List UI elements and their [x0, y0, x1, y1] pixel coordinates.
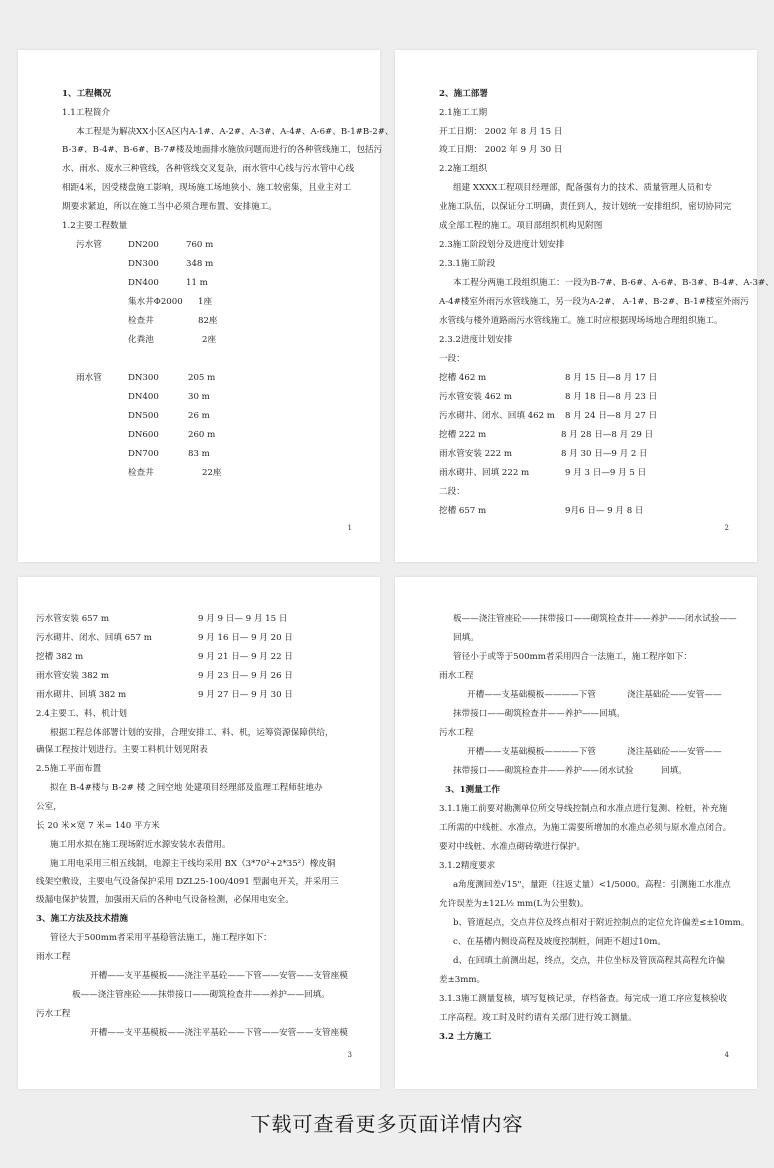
text-line: 9 月 16 日— 9 月 20 日: [198, 633, 293, 643]
text-line: 3.1.3施工测量复核，填写复核记录，存档备查。每完成一道工序应复核验收: [439, 994, 728, 1004]
text-line: 集水井Φ2000: [128, 297, 183, 307]
document-page-2: [395, 50, 774, 562]
text-line: 8 月 28 日—8 月 29 日: [561, 430, 654, 440]
document-page-3: [18, 577, 380, 1089]
text-line: 污水砌井、闭水、回填 462 m: [439, 411, 555, 421]
text-line: 化粪池: [128, 335, 154, 345]
text-line: 开槽——支基础模板————下管: [467, 747, 596, 757]
text-line: 二段：: [439, 487, 465, 497]
text-line: 开槽——支平基模板——浇注平基砼——下管——安管——支管座模: [90, 971, 348, 981]
page-number: 2: [724, 524, 729, 532]
text-line: 8 月 30 日—9 月 2 日: [561, 449, 648, 459]
text-line: 82座: [198, 316, 218, 326]
text-line: 污水管安装 462 m: [439, 392, 512, 402]
page-number: 1: [347, 524, 352, 532]
text-line: 1.2主要工程数量: [62, 221, 128, 231]
text-line: 板——浇注管座砼——抹带接口——砌筑检查井——养护——回填。: [72, 990, 330, 1000]
text-line: DN300: [128, 259, 159, 269]
text-line: 污水管: [76, 240, 102, 250]
text-line: DN400: [128, 392, 159, 402]
text-line: DN500: [128, 411, 159, 421]
text-line: 开槽——支基础模板————下管: [467, 690, 596, 700]
text-line: 成全部工程的施工。项目部组织机构见附图: [439, 221, 603, 231]
text-line: 管径大于500mm者采用平基稳管法施工，施工程序如下：: [50, 933, 272, 943]
text-line: 长 20 米×宽 7 米= 140 平方米: [36, 821, 160, 831]
text-line: 线架空敷设，主要电气设备保护采用 DZL25-100/4091 型漏电开关，并采用三: [36, 877, 339, 887]
text-line: 回填。: [661, 766, 687, 776]
text-line: 挖槽 382 m: [36, 652, 84, 662]
text-line: 3.1.1施工前要对勘测单位所交导线控制点和水准点进行复测、栓桩，补充施: [439, 804, 728, 814]
text-line: 22座: [202, 468, 222, 478]
text-line: b、管道起点，交点井位及终点相对于附近控制点的定位允许偏差≤±10mm。: [453, 918, 750, 928]
text-line: DN300: [128, 373, 159, 383]
text-line: 2.3.1施工阶段: [439, 259, 496, 269]
text-line: 26 m: [188, 411, 210, 421]
text-line: 3.2 土方施工: [439, 1032, 492, 1042]
text-line: 2.4主要工、料、机计划: [36, 709, 128, 719]
page-number: 3: [347, 1051, 352, 1059]
text-line: 3、施工方法及技术措施: [36, 914, 128, 924]
text-line: 抹带接口——砌筑检查井——养护——回填。: [453, 709, 625, 719]
document-page-1: [18, 50, 394, 562]
text-line: 要对中线桩、水准点砌砖墩进行保护。: [439, 842, 586, 852]
text-line: 雨水砌井、回填 222 m: [439, 468, 530, 478]
text-line: c、在基槽内侧设高程及坡度控制桩，间距不超过10m。: [453, 937, 666, 947]
text-line: 1、工程概况: [62, 89, 111, 99]
text-line: DN700: [128, 449, 159, 459]
text-line: 1座: [198, 297, 213, 307]
text-line: DN400: [128, 278, 159, 288]
text-line: B-3#、B-4#、B-6#、B-7#楼及地面排水施放问题而进行的各种管线施工，包括污: [62, 145, 383, 155]
text-line: 9月6 日— 9 月 8 日: [565, 506, 644, 516]
text-line: 8 月 15 日—8 月 17 日: [565, 373, 658, 383]
text-line: 8 月 18 日—8 月 23 日: [565, 392, 658, 402]
text-line: d、在回填土前测出起，终点，交点，井位坐标及管顶高程其高程允许偏: [453, 956, 725, 966]
text-line: 本工程分两施工段组织施工：一段为B-7#、B-6#、A-6#、B-3#、B-4#、A-3#、: [453, 278, 774, 288]
text-line: 2座: [202, 335, 217, 345]
text-line: 组建 XXXX工程项目经理部，配备强有力的技术、质量管理人员和专: [453, 183, 713, 193]
text-line: 管径小于或等于500mm者采用四合一法施工，施工程序如下：: [453, 652, 692, 662]
text-line: 污水工程: [36, 1009, 71, 1019]
text-line: 业施工队伍，以保证分工明确，责任到人，按计划统一安排组织，密切协同完: [439, 202, 732, 212]
text-line: 竣工日期： 2002 年 9 月 30 日: [439, 145, 563, 155]
text-line: 2.5施工平面布置: [36, 764, 102, 774]
text-line: 9 月 3 日—9 月 5 日: [565, 468, 647, 478]
text-line: 级漏电保护装置，加强雨天后的各种电气设备检测，必保用电安全。: [36, 895, 294, 905]
text-line: 2.1施工工期: [439, 108, 488, 118]
text-line: 开工日期： 2002 年 8 月 15 日: [439, 127, 563, 137]
text-line: 雨水工程: [36, 952, 71, 962]
text-line: 9 月 9 日— 9 月 15 日: [198, 614, 288, 624]
text-line: 开槽——支平基模板——浇注平基砼——下管——安管——支管座模: [90, 1028, 348, 1038]
text-line: 工序高程。竣工时及时约请有关部门进行竣工测量。: [439, 1013, 637, 1023]
text-line: 工所需的中线桩、水准点，为施工需要所增加的水准点必须与原水准点闭合。: [439, 823, 732, 833]
text-line: 9 月 27 日— 9 月 30 日: [198, 690, 293, 700]
text-line: 雨水管安装 222 m: [439, 449, 512, 459]
text-line: 污水工程: [439, 728, 474, 738]
text-line: 9 月 21 日— 9 月 22 日: [198, 652, 293, 662]
text-line: 板——浇注管座砼——抹带接口——砌筑检查井——养护——闭水试验——: [453, 614, 737, 624]
text-line: 348 m: [186, 259, 214, 269]
text-line: 差±3mm。: [439, 975, 486, 985]
text-line: 相距4米，因受楼盘施工影响，现场施工场地狭小、施工较密集，且业主对工: [62, 183, 352, 193]
text-line: 2、施工部署: [439, 89, 488, 99]
text-line: 雨水管安装 382 m: [36, 671, 109, 681]
text-line: 水、雨水、废水三种管线，各种管线交叉复杂，雨水管中心线与污水管中心线: [62, 164, 355, 174]
text-line: 1.1工程简介: [62, 108, 111, 118]
text-line: a角度测回差√15"，量距（往返丈量）<1/5000。高程：引测施工水准点: [453, 880, 731, 890]
text-line: 一段：: [439, 354, 465, 364]
text-line: 本工程是为解决XX小区A区内A-1#、A-2#、A-3#、A-4#、A-6#、B-1#B-2#、: [76, 127, 394, 137]
text-line: 检查井: [128, 316, 154, 326]
page-number: 4: [724, 1051, 729, 1059]
text-line: 浇注基础砼——安管——: [627, 747, 722, 757]
text-line: 11 m: [186, 278, 208, 288]
text-line: 205 m: [188, 373, 216, 383]
text-line: 3、1测量工作: [445, 785, 500, 795]
text-line: 260 m: [188, 430, 216, 440]
text-line: 施工用水拟在施工现场附近水源安装水表借用。: [50, 840, 231, 850]
text-line: 浇注基础砼——安管——: [627, 690, 722, 700]
text-line: 允许误差为±12L½ mm(L为公里数)。: [439, 899, 589, 909]
text-line: 施工用电采用三相五线制，电源主干线均采用 BX（3*70²+2*35²）橡皮铜: [50, 859, 336, 869]
text-line: DN600: [128, 430, 159, 440]
text-line: 拟在 B-4#楼与 B-2# 楼 之间空地 处建项目经理部及监理工程师驻地办: [50, 783, 323, 793]
text-line: 760 m: [186, 240, 214, 250]
text-line: 雨水砌井、回填 382 m: [36, 690, 127, 700]
text-line: 2.2施工组织: [439, 164, 488, 174]
text-line: 8 月 24 日—8 月 27 日: [565, 411, 658, 421]
text-line: 30 m: [188, 392, 210, 402]
text-line: 水管线与楼外道路雨污水管线施工。施工时应根据现场场地合理组织施工。: [439, 316, 723, 326]
text-line: 回填。: [453, 633, 479, 643]
text-line: 挖槽 462 m: [439, 373, 487, 383]
text-line: A-4#楼室外雨污水管线施工，另一段为A-2#、 A-1#、B-2#、B-1#楼室外雨污: [439, 297, 749, 307]
text-line: 根据工程总体部署计划的安排，合理安排工、料、机，运筹资源保障供给，: [50, 728, 334, 738]
download-hint[interactable]: 下载可查看更多页面详情内容: [250, 1112, 524, 1136]
text-line: 挖槽 657 m: [439, 506, 487, 516]
text-line: 83 m: [188, 449, 210, 459]
text-line: 2.3施工阶段划分及进度计划安排: [439, 240, 565, 250]
text-line: 抹带接口——砌筑检查井——养护——闭水试验: [453, 766, 634, 776]
text-line: 3.1.2精度要求: [439, 861, 496, 871]
text-line: 污水管安装 657 m: [36, 614, 109, 624]
text-line: 确保工程按计划进行。主要工料机计划见附表: [36, 745, 208, 755]
text-line: DN200: [128, 240, 159, 250]
text-line: 雨水工程: [439, 671, 474, 681]
document-page-4: [395, 577, 757, 1089]
text-line: 雨水管: [76, 373, 102, 383]
text-line: 污水砌井、闭水、回填 657 m: [36, 633, 152, 643]
text-line: 9 月 23 日— 9 月 26 日: [198, 671, 293, 681]
text-line: 期要求紧迫，所以在施工当中必须合理布置、安排施工。: [62, 202, 277, 212]
text-line: 挖槽 222 m: [439, 430, 487, 440]
text-line: 公室，: [36, 802, 62, 812]
text-line: 2.3.2进度计划安排: [439, 335, 513, 345]
text-line: 检查井: [128, 468, 154, 478]
